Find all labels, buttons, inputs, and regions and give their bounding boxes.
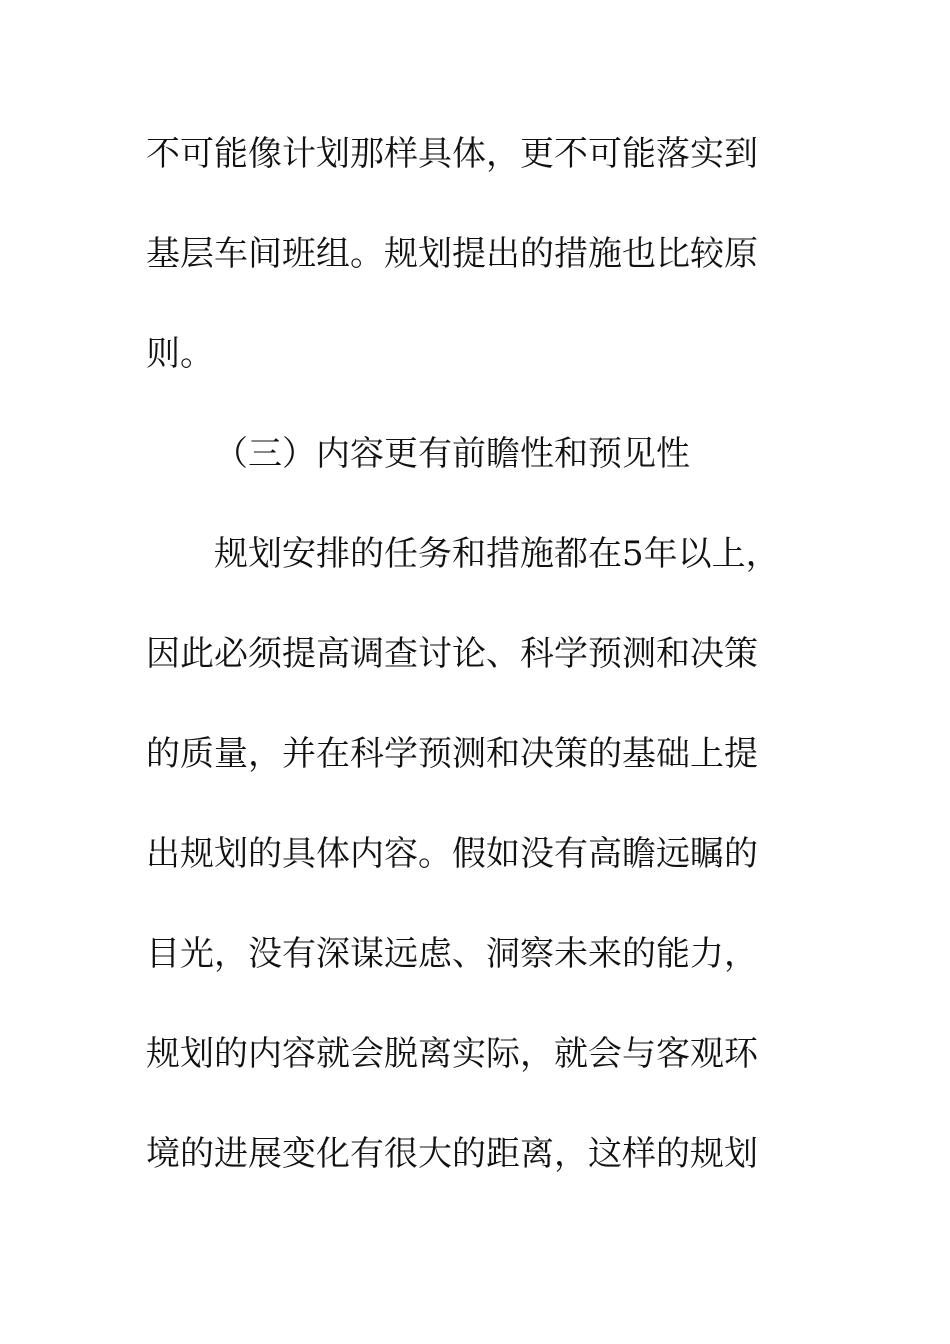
paragraph-line-7: 境的进展变化有很大的距离，这样的规划: [146, 1134, 758, 1174]
paragraph-line-6: 规划的内容就会脱离实际，就会与客观环: [146, 1034, 758, 1074]
paragraph-line-3: 的质量，并在科学预测和决策的基础上提: [146, 734, 758, 774]
text-line-3: 则。: [146, 334, 214, 374]
text-line-1: 不可能像计划那样具体，更不可能落实到: [146, 134, 758, 174]
paragraph-line-2: 因此必须提高调查讨论、科学预测和决策: [146, 634, 758, 674]
paragraph-line-5: 目光，没有深谋远虑、洞察未来的能力，: [146, 934, 758, 974]
section-heading: （三）内容更有前瞻性和预见性: [214, 434, 690, 474]
text-line-2: 基层车间班组。规划提出的措施也比较原: [146, 234, 758, 274]
paragraph-line-4: 出规划的具体内容。假如没有高瞻远瞩的: [146, 834, 758, 874]
paragraph-line-1: 规划安排的任务和措施都在5年以上，: [214, 534, 780, 574]
